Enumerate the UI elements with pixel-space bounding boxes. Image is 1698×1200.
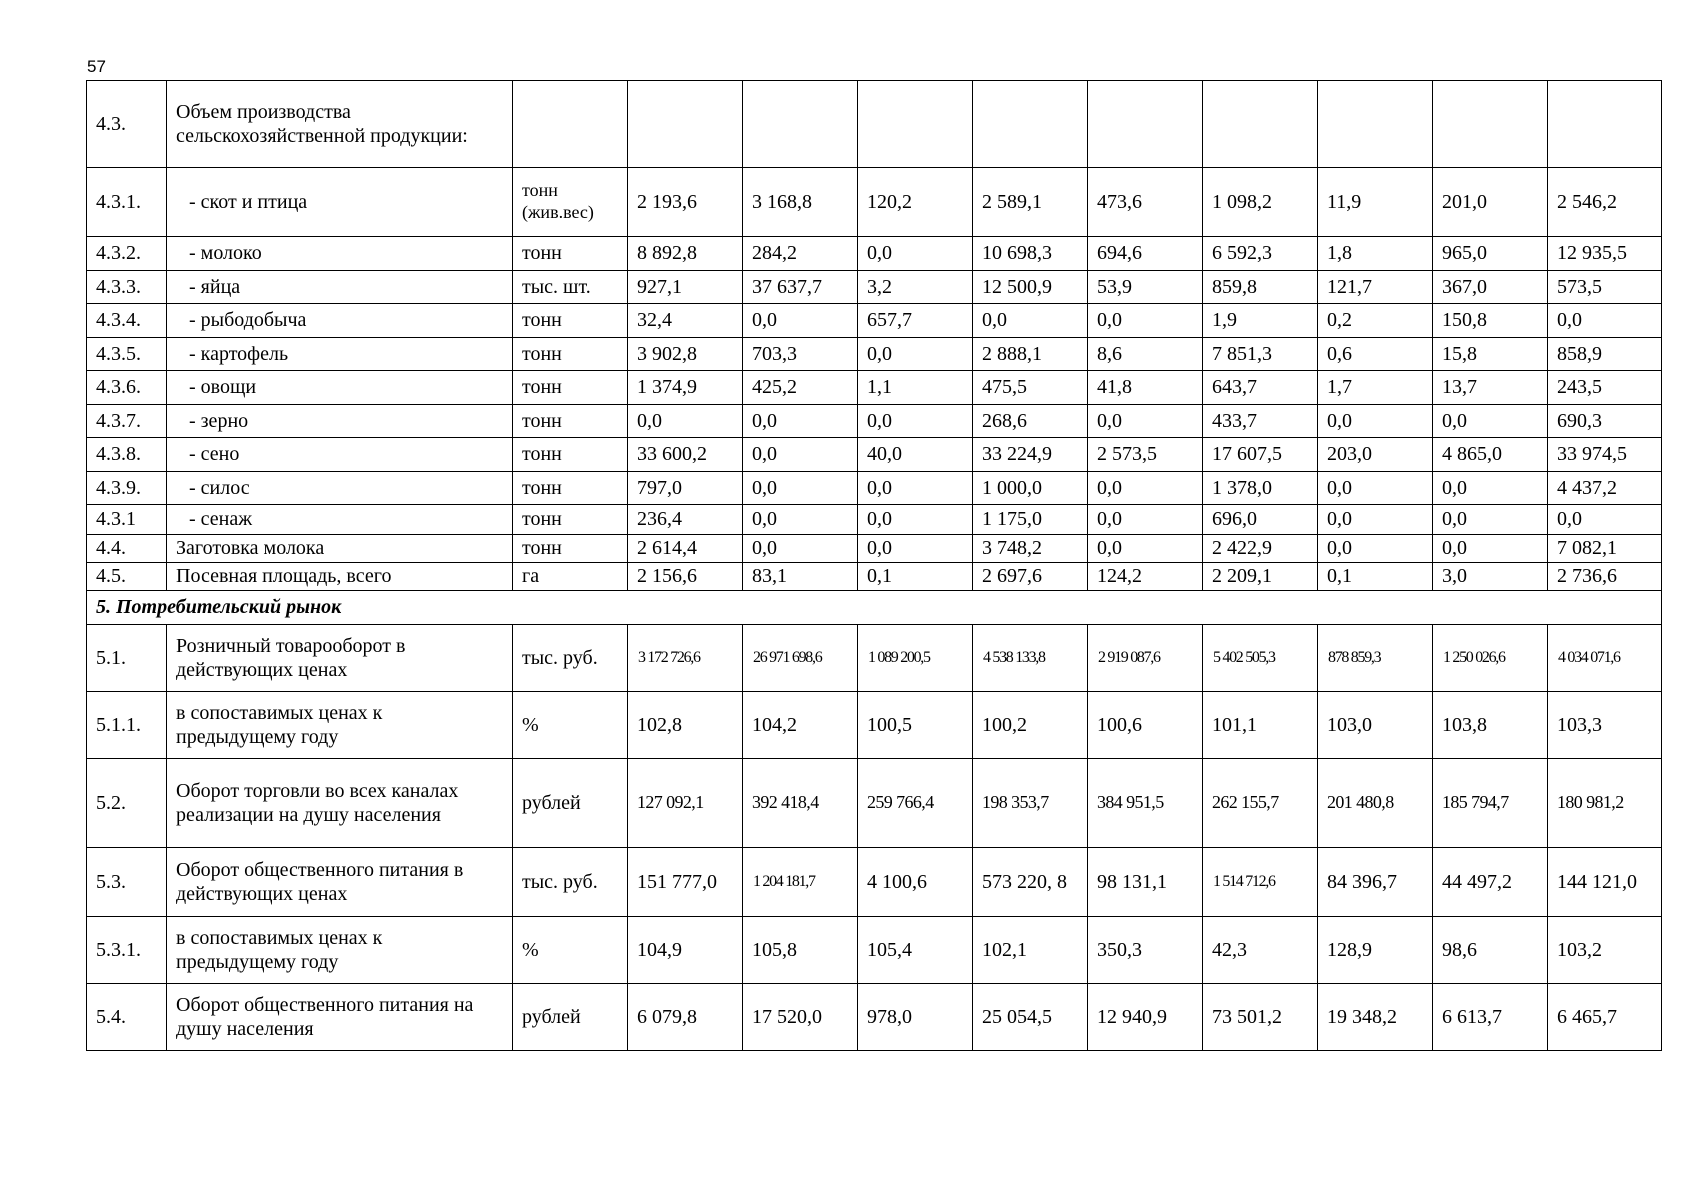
- value-cell: 100,6: [1088, 692, 1203, 759]
- empty-cell: [1548, 81, 1662, 168]
- value-cell: 0,0: [1433, 404, 1548, 438]
- row-code: 4.3.6.: [87, 371, 167, 405]
- value-cell: 104,9: [628, 917, 743, 984]
- empty-cell: [1433, 81, 1548, 168]
- value-cell: 7 082,1: [1548, 535, 1662, 563]
- value-cell: 2 209,1: [1203, 563, 1318, 591]
- row-name: - сено: [167, 438, 513, 472]
- value-cell: 124,2: [1088, 563, 1203, 591]
- value-cell: 573,5: [1548, 270, 1662, 304]
- value-cell: 105,4: [858, 917, 973, 984]
- value-cell: 4 538 133,8: [973, 625, 1088, 692]
- value-cell: 7 851,3: [1203, 337, 1318, 371]
- value-cell: 965,0: [1433, 237, 1548, 271]
- row-code: 4.3.3.: [87, 270, 167, 304]
- value-cell: 11,9: [1318, 168, 1433, 237]
- value-cell: 1 250 026,6: [1433, 625, 1548, 692]
- row-name: в сопоставимых ценах к предыдущему году: [167, 692, 513, 759]
- table-row: [87, 237, 1662, 271]
- value-cell: 8,6: [1088, 337, 1203, 371]
- table-row: [87, 563, 1662, 591]
- row-unit: тонн: [513, 371, 628, 405]
- value-cell: 878 859,3: [1318, 625, 1433, 692]
- empty-cell: [743, 81, 858, 168]
- row-code: 5.3.1.: [87, 917, 167, 984]
- value-cell: 104,2: [743, 692, 858, 759]
- row-code: 5.2.: [87, 759, 167, 848]
- value-cell: 859,8: [1203, 270, 1318, 304]
- value-cell: 0,0: [743, 535, 858, 563]
- value-cell: 0,0: [858, 535, 973, 563]
- value-cell: 657,7: [858, 304, 973, 338]
- value-cell: 473,6: [1088, 168, 1203, 237]
- value-cell: 98,6: [1433, 917, 1548, 984]
- empty-cell: [513, 81, 628, 168]
- value-cell: 1,8: [1318, 237, 1433, 271]
- value-cell: 2 919 087,6: [1088, 625, 1203, 692]
- table-row: [87, 471, 1662, 505]
- row-unit: рублей: [513, 984, 628, 1051]
- row-unit: тыс. руб.: [513, 625, 628, 692]
- row-code: 5.3.: [87, 848, 167, 917]
- value-cell: 0,2: [1318, 304, 1433, 338]
- value-cell: 37 637,7: [743, 270, 858, 304]
- value-cell: 0,0: [1318, 505, 1433, 535]
- row-name: - зерно: [167, 404, 513, 438]
- row-name: Оборот общественного питания в действующих ценах: [167, 848, 513, 917]
- value-cell: 0,0: [858, 505, 973, 535]
- value-cell: 53,9: [1088, 270, 1203, 304]
- value-cell: 927,1: [628, 270, 743, 304]
- value-cell: 3 748,2: [973, 535, 1088, 563]
- value-cell: 3 902,8: [628, 337, 743, 371]
- value-cell: 243,5: [1548, 371, 1662, 405]
- value-cell: 12 940,9: [1088, 984, 1203, 1051]
- value-cell: 259 766,4: [858, 759, 973, 848]
- row-name: - картофель: [167, 337, 513, 371]
- value-cell: 150,8: [1433, 304, 1548, 338]
- row-name: - молоко: [167, 237, 513, 271]
- value-cell: 33 224,9: [973, 438, 1088, 472]
- empty-cell: [1088, 81, 1203, 168]
- row-unit: рублей: [513, 759, 628, 848]
- value-cell: 151 777,0: [628, 848, 743, 917]
- row-name: - скот и птица: [167, 168, 513, 237]
- value-cell: 2 546,2: [1548, 168, 1662, 237]
- value-cell: 185 794,7: [1433, 759, 1548, 848]
- value-cell: 180 981,2: [1548, 759, 1662, 848]
- value-cell: 2 736,6: [1548, 563, 1662, 591]
- value-cell: 100,2: [973, 692, 1088, 759]
- empty-cell: [1203, 81, 1318, 168]
- value-cell: 4 437,2: [1548, 471, 1662, 505]
- value-cell: 696,0: [1203, 505, 1318, 535]
- value-cell: 40,0: [858, 438, 973, 472]
- value-cell: 0,0: [1433, 535, 1548, 563]
- value-cell: 3,2: [858, 270, 973, 304]
- value-cell: 17 607,5: [1203, 438, 1318, 472]
- value-cell: 268,6: [973, 404, 1088, 438]
- value-cell: 6 079,8: [628, 984, 743, 1051]
- value-cell: 103,2: [1548, 917, 1662, 984]
- table-row: [87, 304, 1662, 338]
- row-code: 4.3.7.: [87, 404, 167, 438]
- value-cell: 17 520,0: [743, 984, 858, 1051]
- table-row: [87, 438, 1662, 472]
- row-unit: тонн: [513, 337, 628, 371]
- row-code: 4.3.2.: [87, 237, 167, 271]
- value-cell: 1 204 181,7: [743, 848, 858, 917]
- value-cell: 3 168,8: [743, 168, 858, 237]
- table-row: [87, 505, 1662, 535]
- value-cell: 703,3: [743, 337, 858, 371]
- table-row: [87, 692, 1662, 759]
- value-cell: 0,0: [1088, 505, 1203, 535]
- value-cell: 0,0: [1433, 505, 1548, 535]
- value-cell: 103,0: [1318, 692, 1433, 759]
- value-cell: 0,6: [1318, 337, 1433, 371]
- row-code: 4.5.: [87, 563, 167, 591]
- value-cell: 0,0: [743, 471, 858, 505]
- value-cell: 73 501,2: [1203, 984, 1318, 1051]
- value-cell: 392 418,4: [743, 759, 858, 848]
- value-cell: 2 589,1: [973, 168, 1088, 237]
- value-cell: 103,8: [1433, 692, 1548, 759]
- value-cell: 13,7: [1433, 371, 1548, 405]
- value-cell: 1,9: [1203, 304, 1318, 338]
- table-row: [87, 81, 1662, 168]
- value-cell: 19 348,2: [1318, 984, 1433, 1051]
- value-cell: 643,7: [1203, 371, 1318, 405]
- value-cell: 201,0: [1433, 168, 1548, 237]
- value-cell: 8 892,8: [628, 237, 743, 271]
- value-cell: 1,7: [1318, 371, 1433, 405]
- row-code: 5.1.1.: [87, 692, 167, 759]
- row-code: 4.3.1.: [87, 168, 167, 237]
- table-row: [87, 848, 1662, 917]
- row-name: - сенаж: [167, 505, 513, 535]
- row-code: 4.3.8.: [87, 438, 167, 472]
- row-name: - рыбодобыча: [167, 304, 513, 338]
- row-name: - силос: [167, 471, 513, 505]
- value-cell: 0,0: [1088, 535, 1203, 563]
- value-cell: 4 865,0: [1433, 438, 1548, 472]
- value-cell: 1,1: [858, 371, 973, 405]
- row-name: Посевная площадь, всего: [167, 563, 513, 591]
- value-cell: 284,2: [743, 237, 858, 271]
- value-cell: 978,0: [858, 984, 973, 1051]
- row-name: Оборот общественного питания на душу населения: [167, 984, 513, 1051]
- value-cell: 42,3: [1203, 917, 1318, 984]
- value-cell: 1 378,0: [1203, 471, 1318, 505]
- value-cell: 367,0: [1433, 270, 1548, 304]
- row-unit: тонн: [513, 237, 628, 271]
- value-cell: 1 514 712,6: [1203, 848, 1318, 917]
- row-name: Заготовка молока: [167, 535, 513, 563]
- value-cell: 103,3: [1548, 692, 1662, 759]
- value-cell: 0,0: [1318, 471, 1433, 505]
- value-cell: 4 034 071,6: [1548, 625, 1662, 692]
- row-name: Объем производства сельскохозяйственной продукции:: [167, 81, 513, 168]
- row-name: в сопоставимых ценах к предыдущему году: [167, 917, 513, 984]
- row-unit: тонн: [513, 505, 628, 535]
- table-row: [87, 759, 1662, 848]
- row-code: 5.4.: [87, 984, 167, 1051]
- row-name: - яйца: [167, 270, 513, 304]
- value-cell: 425,2: [743, 371, 858, 405]
- value-cell: 0,0: [858, 337, 973, 371]
- row-code: 4.3.4.: [87, 304, 167, 338]
- table-row: [87, 625, 1662, 692]
- empty-cell: [628, 81, 743, 168]
- row-code: 5.1.: [87, 625, 167, 692]
- value-cell: 5 402 505,3: [1203, 625, 1318, 692]
- row-unit: %: [513, 917, 628, 984]
- table-row: [87, 337, 1662, 371]
- table-row: [87, 371, 1662, 405]
- value-cell: 384 951,5: [1088, 759, 1203, 848]
- value-cell: 0,0: [1318, 535, 1433, 563]
- value-cell: 101,1: [1203, 692, 1318, 759]
- row-name: - овощи: [167, 371, 513, 405]
- empty-cell: [858, 81, 973, 168]
- value-cell: 1 098,2: [1203, 168, 1318, 237]
- value-cell: 203,0: [1318, 438, 1433, 472]
- value-cell: 797,0: [628, 471, 743, 505]
- value-cell: 10 698,3: [973, 237, 1088, 271]
- section-title: 5. Потребительский рынок: [87, 591, 1662, 625]
- table-row: [87, 270, 1662, 304]
- row-unit: тонн: [513, 471, 628, 505]
- row-unit: тыс. руб.: [513, 848, 628, 917]
- value-cell: 694,6: [1088, 237, 1203, 271]
- value-cell: 201 480,8: [1318, 759, 1433, 848]
- value-cell: 690,3: [1548, 404, 1662, 438]
- value-cell: 0,0: [858, 404, 973, 438]
- value-cell: 0,0: [628, 404, 743, 438]
- value-cell: 84 396,7: [1318, 848, 1433, 917]
- value-cell: 105,8: [743, 917, 858, 984]
- value-cell: 33 600,2: [628, 438, 743, 472]
- value-cell: 198 353,7: [973, 759, 1088, 848]
- value-cell: 2 193,6: [628, 168, 743, 237]
- value-cell: 2 697,6: [973, 563, 1088, 591]
- value-cell: 26 971 698,6: [743, 625, 858, 692]
- value-cell: 0,0: [1548, 304, 1662, 338]
- row-unit: тонн: [513, 304, 628, 338]
- value-cell: 102,8: [628, 692, 743, 759]
- value-cell: 1 000,0: [973, 471, 1088, 505]
- value-cell: 15,8: [1433, 337, 1548, 371]
- value-cell: 12 500,9: [973, 270, 1088, 304]
- row-code: 4.4.: [87, 535, 167, 563]
- table-row: [87, 917, 1662, 984]
- value-cell: 0,0: [743, 304, 858, 338]
- value-cell: 0,0: [858, 471, 973, 505]
- table-row: [87, 984, 1662, 1051]
- value-cell: 32,4: [628, 304, 743, 338]
- row-unit: тонн: [513, 404, 628, 438]
- row-code: 4.3.9.: [87, 471, 167, 505]
- row-unit: тонн: [513, 438, 628, 472]
- value-cell: 0,0: [743, 505, 858, 535]
- value-cell: 33 974,5: [1548, 438, 1662, 472]
- value-cell: 0,0: [1088, 471, 1203, 505]
- value-cell: 100,5: [858, 692, 973, 759]
- value-cell: 350,3: [1088, 917, 1203, 984]
- value-cell: 0,0: [1088, 404, 1203, 438]
- value-cell: 0,0: [973, 304, 1088, 338]
- value-cell: 120,2: [858, 168, 973, 237]
- row-unit: тонн (жив.вес): [513, 168, 628, 237]
- value-cell: 2 573,5: [1088, 438, 1203, 472]
- value-cell: 44 497,2: [1433, 848, 1548, 917]
- value-cell: 0,0: [1548, 505, 1662, 535]
- value-cell: 2 422,9: [1203, 535, 1318, 563]
- value-cell: 433,7: [1203, 404, 1318, 438]
- statistics-table: [86, 80, 1662, 1051]
- value-cell: 1 175,0: [973, 505, 1088, 535]
- value-cell: 6 613,7: [1433, 984, 1548, 1051]
- value-cell: 0,1: [858, 563, 973, 591]
- value-cell: 4 100,6: [858, 848, 973, 917]
- value-cell: 6 592,3: [1203, 237, 1318, 271]
- row-code: 4.3.: [87, 81, 167, 168]
- empty-cell: [1318, 81, 1433, 168]
- value-cell: 2 614,4: [628, 535, 743, 563]
- section-row: [87, 591, 1662, 625]
- value-cell: 0,1: [1318, 563, 1433, 591]
- value-cell: 25 054,5: [973, 984, 1088, 1051]
- value-cell: 2 156,6: [628, 563, 743, 591]
- value-cell: 0,0: [743, 438, 858, 472]
- value-cell: 121,7: [1318, 270, 1433, 304]
- row-unit: га: [513, 563, 628, 591]
- value-cell: 3,0: [1433, 563, 1548, 591]
- value-cell: 127 092,1: [628, 759, 743, 848]
- row-unit: %: [513, 692, 628, 759]
- row-name: Розничный товарооборот в действующих ценах: [167, 625, 513, 692]
- value-cell: 102,1: [973, 917, 1088, 984]
- value-cell: 1 089 200,5: [858, 625, 973, 692]
- row-name: Оборот торговли во всех каналах реализации на душу населения: [167, 759, 513, 848]
- table-row: [87, 404, 1662, 438]
- value-cell: 475,5: [973, 371, 1088, 405]
- value-cell: 83,1: [743, 563, 858, 591]
- value-cell: 0,0: [1318, 404, 1433, 438]
- row-code: 4.3.5.: [87, 337, 167, 371]
- value-cell: 0,0: [858, 237, 973, 271]
- value-cell: 1 374,9: [628, 371, 743, 405]
- value-cell: 3 172 726,6: [628, 625, 743, 692]
- value-cell: 858,9: [1548, 337, 1662, 371]
- value-cell: 12 935,5: [1548, 237, 1662, 271]
- value-cell: 6 465,7: [1548, 984, 1662, 1051]
- table-row: [87, 168, 1662, 237]
- value-cell: 0,0: [1433, 471, 1548, 505]
- empty-cell: [973, 81, 1088, 168]
- row-unit: тыс. шт.: [513, 270, 628, 304]
- value-cell: 236,4: [628, 505, 743, 535]
- table-row: [87, 535, 1662, 563]
- value-cell: 0,0: [1088, 304, 1203, 338]
- value-cell: 262 155,7: [1203, 759, 1318, 848]
- value-cell: 128,9: [1318, 917, 1433, 984]
- value-cell: 41,8: [1088, 371, 1203, 405]
- value-cell: 0,0: [743, 404, 858, 438]
- row-unit: тонн: [513, 535, 628, 563]
- page-number: 57: [87, 57, 106, 76]
- value-cell: 2 888,1: [973, 337, 1088, 371]
- value-cell: 144 121,0: [1548, 848, 1662, 917]
- row-code: 4.3.1: [87, 505, 167, 535]
- value-cell: 98 131,1: [1088, 848, 1203, 917]
- value-cell: 573 220, 8: [973, 848, 1088, 917]
